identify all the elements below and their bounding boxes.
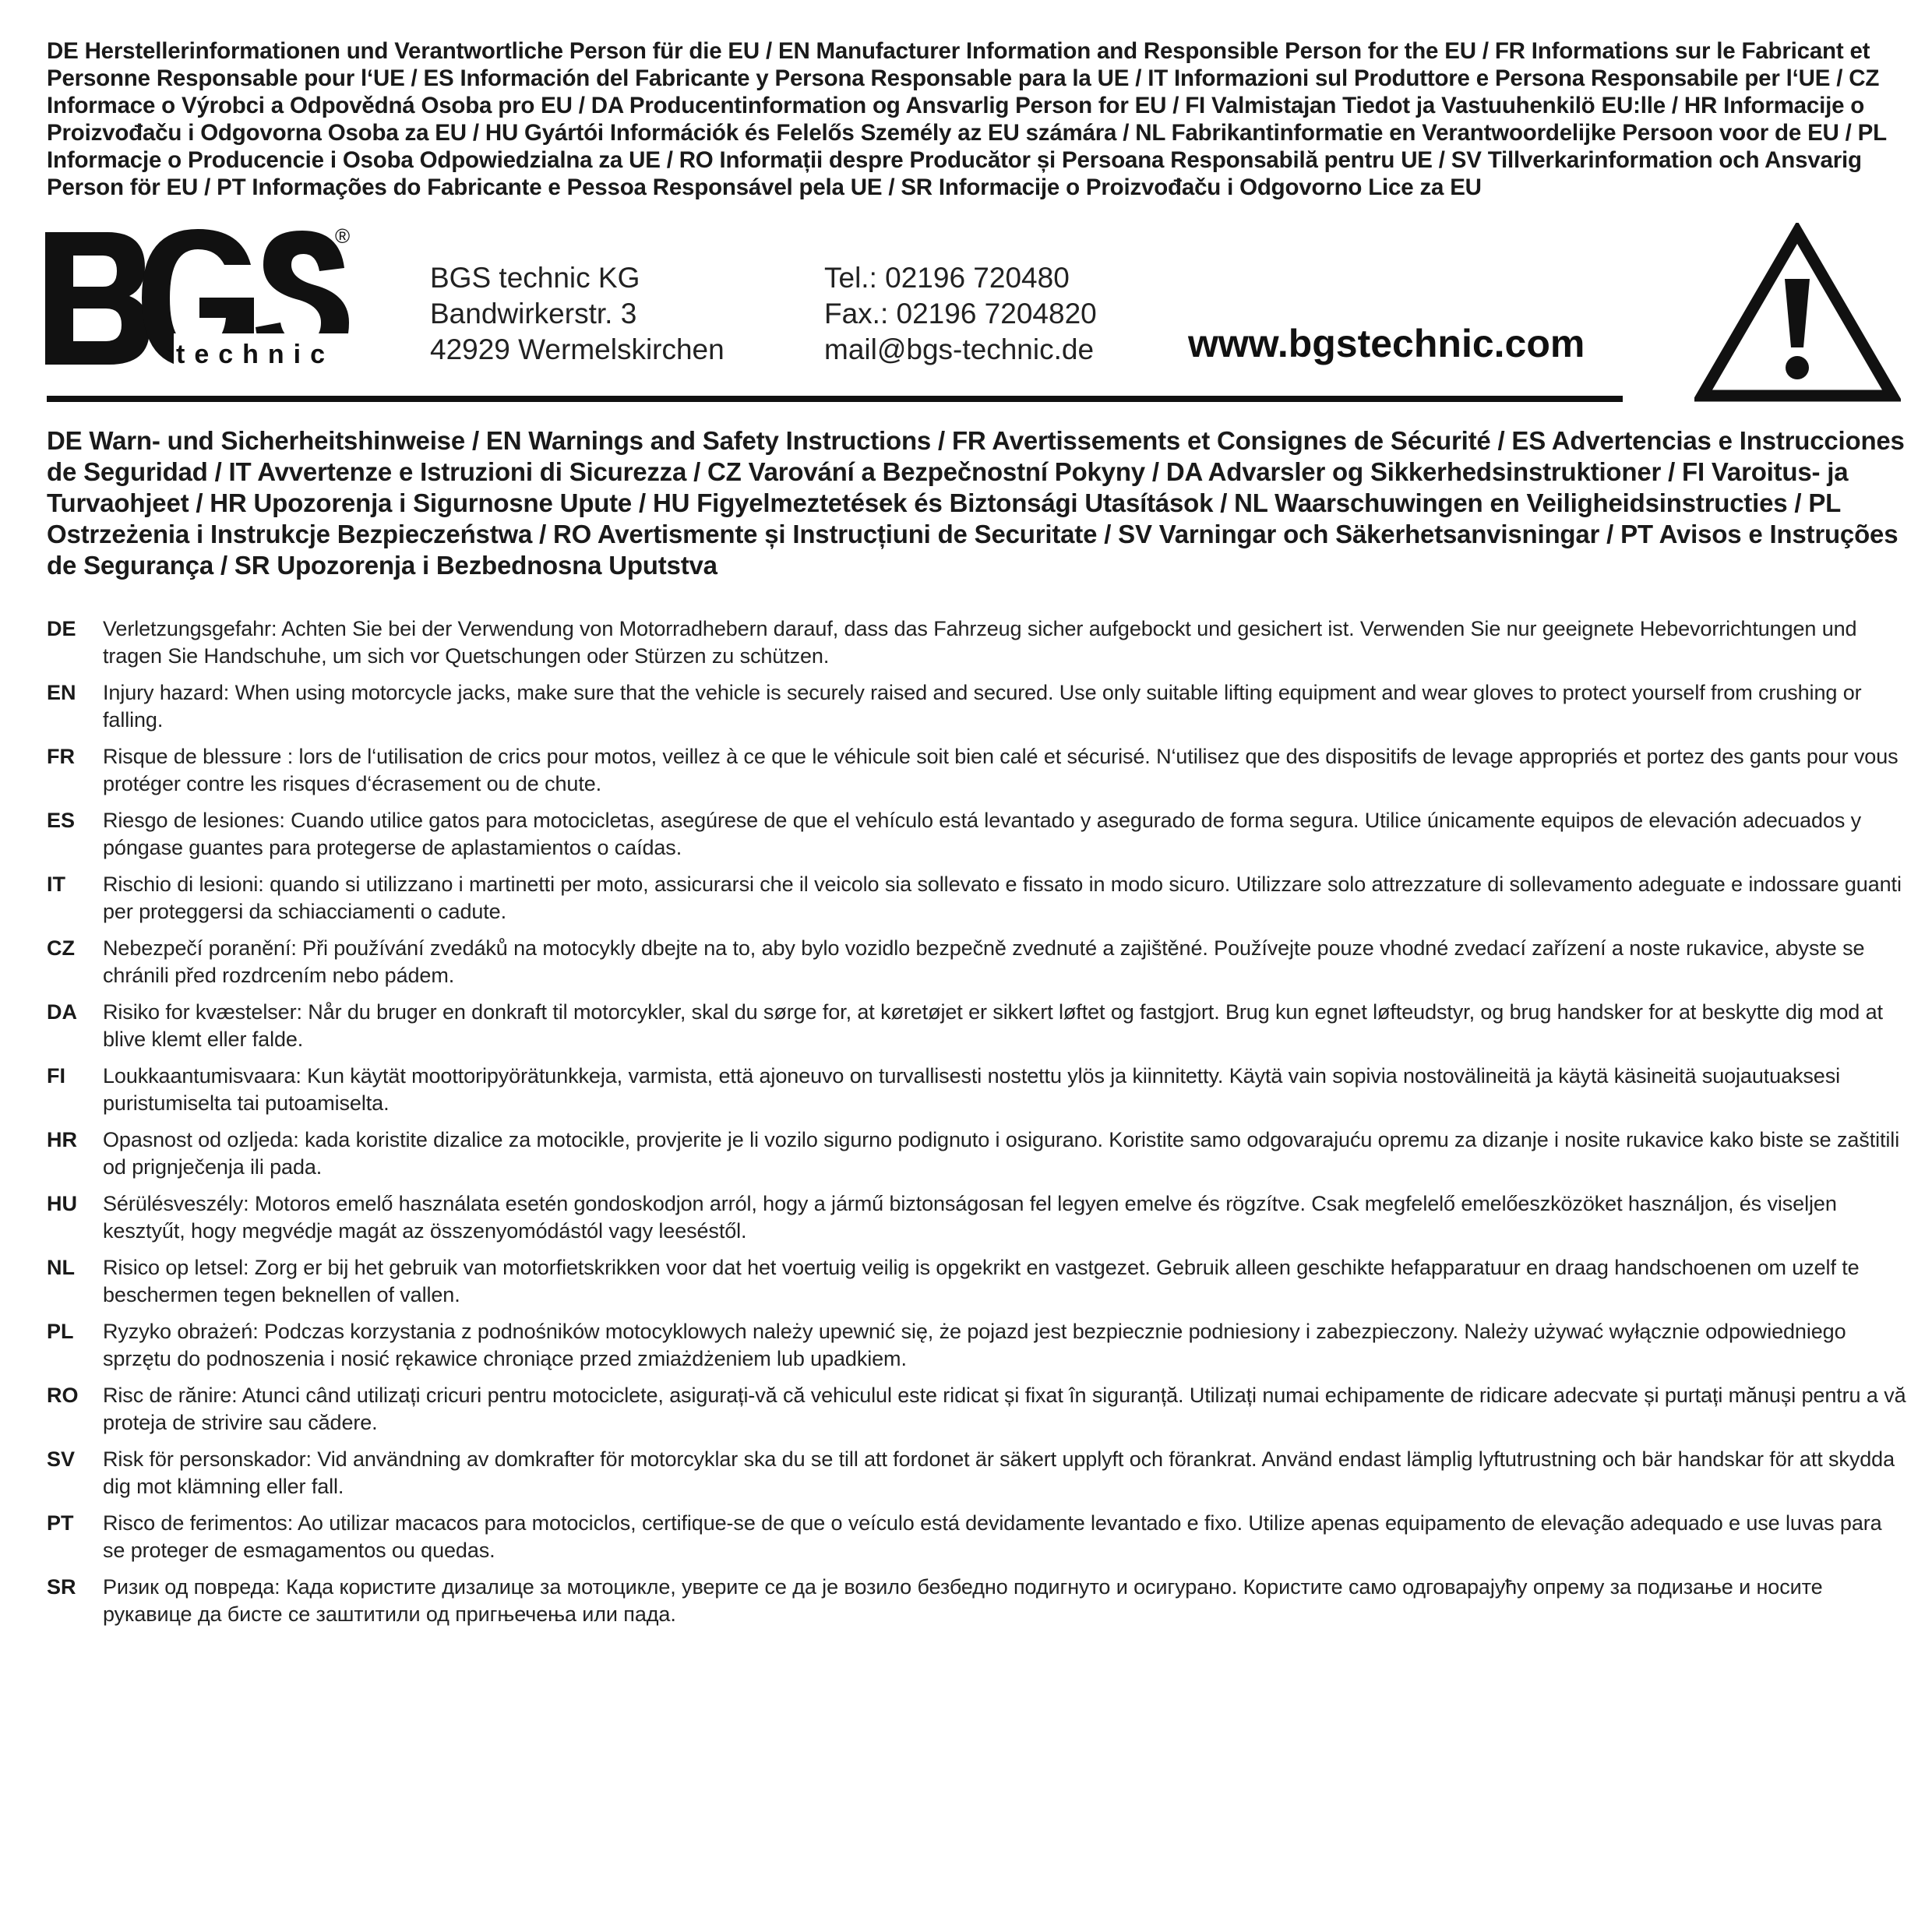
- header-divider: [47, 396, 1623, 402]
- language-code: NL: [47, 1256, 75, 1279]
- instruction-text: Loukkaantumisvaara: Kun käytät moottoripyörätunkkeja, varmista, että ajoneuvo on turvallisesti nostettu ylös ja kiinnitetty. Käytä vain sopivia nostovälineitä ja käytä käsineitä suojautuaksesi puristumiselta tai putoamiselta.: [103, 1064, 1841, 1115]
- language-code: PL: [47, 1320, 74, 1343]
- instruction-text: Risk för personskador: Vid användning av domkrafter för motorcyklar ska du se till att fordonet är säkert upplyft och förankrat. Använd endast lämplig lyftutrustning och bär handskar för att skydda dig mot klämning eller fall.: [103, 1447, 1895, 1498]
- language-code: SR: [47, 1575, 76, 1599]
- instruction-entry: [47, 935, 1909, 989]
- logo-sub-text: technic: [176, 340, 335, 369]
- language-code: SV: [47, 1447, 76, 1471]
- language-code: HU: [47, 1192, 77, 1215]
- company-name: BGS technic KG: [430, 262, 640, 294]
- instruction-entry: [47, 1190, 1909, 1245]
- instruction-entry: [47, 743, 1909, 798]
- language-code: FR: [47, 745, 75, 768]
- instruction-text: Nebezpečí poranění: Při používání zvedáků na motocykly dbejte na to, aby bylo vozidlo bezpečně zvednuté a zajištěné. Používejte pouze vhodné zvedací zařízení a noste rukavice, abyste se chránili před rozdrcením nebo pádem.: [103, 936, 1865, 987]
- instruction-text: Risco de ferimentos: Ao utilizar macacos para motociclos, certifique-se de que o veículo está devidamente levantado e fixo. Utilize apenas equipamento de elevação adequado e use luvas para se proteger de esmagamentos ou quedas.: [103, 1511, 1882, 1562]
- company-address: [430, 260, 724, 368]
- company-contact: [824, 260, 1097, 368]
- instruction-entry: [47, 999, 1909, 1053]
- language-code: FI: [47, 1064, 65, 1088]
- website-link[interactable]: www.bgstechnic.com: [1188, 322, 1585, 365]
- language-code: RO: [47, 1384, 79, 1407]
- language-code: EN: [47, 681, 76, 704]
- instruction-text: Sérülésveszély: Motoros emelő használata esetén gondoskodjon arról, hogy a jármű biztonságosan fel legyen emelve és rögzítve. Csak megfelelő emelőeszközöket használjon, és viseljen kesztyűt, hogy megvédje magát az összenyomódástól vagy leeséstől.: [103, 1192, 1837, 1243]
- safety-instructions-heading: DE Warn- und Sicherheitshinweise / EN Warnings and Safety Instructions / FR Avertissements et Consignes de Sécurité / ES Advertencias e Instrucciones de Seguridad / IT Avvertenze e Istruzioni di Sicurezza / CZ Varování a Bezpečnostní Pokyny / DA Advarsler og Sikkerhedsinstruktioner / FI Varoitus- ja Turvaohjeet / HR Upozorenja i Sigurnosne Upute / HU Figyelmeztetések és Biztonsági Utasítások / NL Waarschuwingen en Veiligheidsinstructies / PL Ostrzeżenia i Instrukcje Bezpieczeństwa / RO Avertismente și Instrucțiuni de Securitate / SV Varningar och Säkerhetsanvisningar / PT Avisos e Instruções de Segurança / SR Upozorenja i Bezbednosna Uputstva: [47, 426, 1905, 580]
- warning-triangle-icon: [1694, 223, 1901, 406]
- language-code: DE: [47, 617, 76, 640]
- instruction-entry: [47, 1446, 1909, 1500]
- instruction-entry: [47, 1510, 1909, 1564]
- language-code: CZ: [47, 936, 75, 960]
- instruction-text: Ryzyko obrażeń: Podczas korzystania z podnośników motocyklowych należy upewnić się, że pojazd jest bezpiecznie podniesiony i zabezpieczony. Należy używać wyłącznie odpowiedniego sprzętu do podnoszenia i nosić rękawice chroniące przed zmiażdżeniem lub upadkiem.: [103, 1320, 1846, 1370]
- instruction-entry: [47, 1126, 1909, 1181]
- instruction-entry: [47, 807, 1909, 862]
- instruction-entry: [47, 679, 1909, 734]
- registered-mark: ®: [335, 224, 351, 248]
- contact-fax: Fax.: 02196 7204820: [824, 298, 1097, 330]
- company-city: 42929 Wermelskirchen: [430, 333, 724, 365]
- instruction-text: Risiko for kvæstelser: Når du bruger en donkraft til motorcykler, skal du sørge for, at køretøjet er sikkert løftet og fastgjort. Brug kun egnet løfteudstyr, og brug handsker for at beskytte dig mod at blive klemt eller falde.: [103, 1000, 1883, 1051]
- instruction-entry: [47, 1063, 1909, 1117]
- contact-email[interactable]: mail@bgs-technic.de: [824, 333, 1095, 365]
- language-code: HR: [47, 1128, 77, 1151]
- instruction-entry: [47, 1574, 1909, 1628]
- instruction-text: Risc de rănire: Atunci când utilizați cricuri pentru motociclete, asigurați-vă că vehiculul este ridicat și fixat în siguranță. Utilizați numai echipamente de ridicare adecvate și purtați mănuși pentru a vă proteja de strivire sau cădere.: [103, 1384, 1906, 1434]
- company-street: Bandwirkerstr. 3: [430, 298, 637, 330]
- language-code: PT: [47, 1511, 74, 1535]
- language-code: DA: [47, 1000, 77, 1024]
- bgs-technic-logo: [45, 224, 357, 372]
- instruction-text: Riesgo de lesiones: Cuando utilice gatos para motocicletas, asegúrese de que el vehículo está levantado y asegurado de forma segura. Utilice únicamente equipos de elevación adecuados y póngase guantes para protegerse de aplastamientos o caídas.: [103, 809, 1862, 859]
- contact-phone: Tel.: 02196 720480: [824, 262, 1070, 294]
- instruction-text: Ризик од повреда: Када користите дизалице за мотоцикле, уверите се да је возило безбедно подигнуто и осигурано. Користите само одговарајућу опрему за подизање и носите рукавице да бисте се заштитили од пригњечења или пада.: [103, 1575, 1823, 1626]
- instruction-entry: [47, 871, 1909, 925]
- instruction-text: Verletzungsgefahr: Achten Sie bei der Verwendung von Motorradhebern darauf, dass das Fahrzeug sicher aufgebockt und gesichert ist. Verwenden Sie nur geeignete Hebevorrichtungen und tragen Sie Handschuhe, um sich vor Quetschungen oder Stürzen zu schützen.: [103, 617, 1857, 668]
- manufacturer-info-heading: DE Herstellerinformationen und Verantwortliche Person für die EU / EN Manufacturer Information and Responsible Person for the EU / FR Informations sur le Fabricant et Personne Responsable pour l‘UE / ES Información del Fabricante y Persona Responsable para la UE / IT Informazioni sul Produttore e Persona Responsabile per l‘UE / CZ Informace o Výrobci a Odpovědná Osoba pro EU / DA Producentinformation og Ansvarlig Person for EU / FI Valmistajan Tiedot ja Vastuuhenkilö EU:lle / HR Informacije o Proizvođaču i Odgovorna Osoba za EU / HU Gyártói Információk és Felelős Személy az EU számára / NL Fabrikantinformatie en Verantwoordelijke Persoon voor de EU / PL Informacje o Producencie i Osoba Odpowiedzialna za UE / RO Informații despre Producător și Persoana Responsabilă pentru UE / SV Tillverkarinformation och Ansvarig Person för EU / PT Informações do Fabricante e Pessoa Responsável pela UE / SR Informacije o Proizvođaču i Odgovorno Lice za EU: [47, 38, 1887, 200]
- language-code: IT: [47, 873, 65, 896]
- instruction-text: Risque de blessure : lors de l‘utilisation de crics pour motos, veillez à ce que le véhicule soit bien calé et sécurisé. N‘utilisez que des dispositifs de levage appropriés et portez des gants pour vous protéger contre les risques d‘écrasement ou de chute.: [103, 745, 1899, 795]
- instruction-text: Opasnost od ozljeda: kada koristite dizalice za motocikle, provjerite je li vozilo sigurno podignuto i osigurano. Koristite samo odgovarajuću opremu za dizanje i nosite rukavice kako biste se zaštitili od prignječenja ili pada.: [103, 1128, 1900, 1179]
- bgs-logo-graphic: [45, 224, 357, 372]
- instruction-entry: [47, 1254, 1909, 1309]
- instruction-entry: [47, 1382, 1909, 1437]
- instruction-text: Rischio di lesioni: quando si utilizzano i martinetti per moto, assicurarsi che il veicolo sia sollevato e fissato in modo sicuro. Utilizzare solo attrezzature di sollevamento adeguate e indossare guanti per proteggersi da schiacciamenti o cadute.: [103, 873, 1902, 923]
- instruction-text: Injury hazard: When using motorcycle jacks, make sure that the vehicle is securely raised and secured. Use only suitable lifting equipment and wear gloves to protect yourself from crushing or falling.: [103, 681, 1862, 732]
- instruction-entry: [47, 1318, 1909, 1373]
- language-code: ES: [47, 809, 76, 832]
- instruction-text: Risico op letsel: Zorg er bij het gebruik van motorfietskrikken voor dat het voertuig veilig is opgekrikt en vastgezet. Gebruik alleen geschikte hefapparatuur en draag handschoenen om uzelf te beschermen tegen beknellen of vallen.: [103, 1256, 1860, 1306]
- safety-instructions-list: [47, 615, 1909, 1638]
- instruction-entry: [47, 615, 1909, 670]
